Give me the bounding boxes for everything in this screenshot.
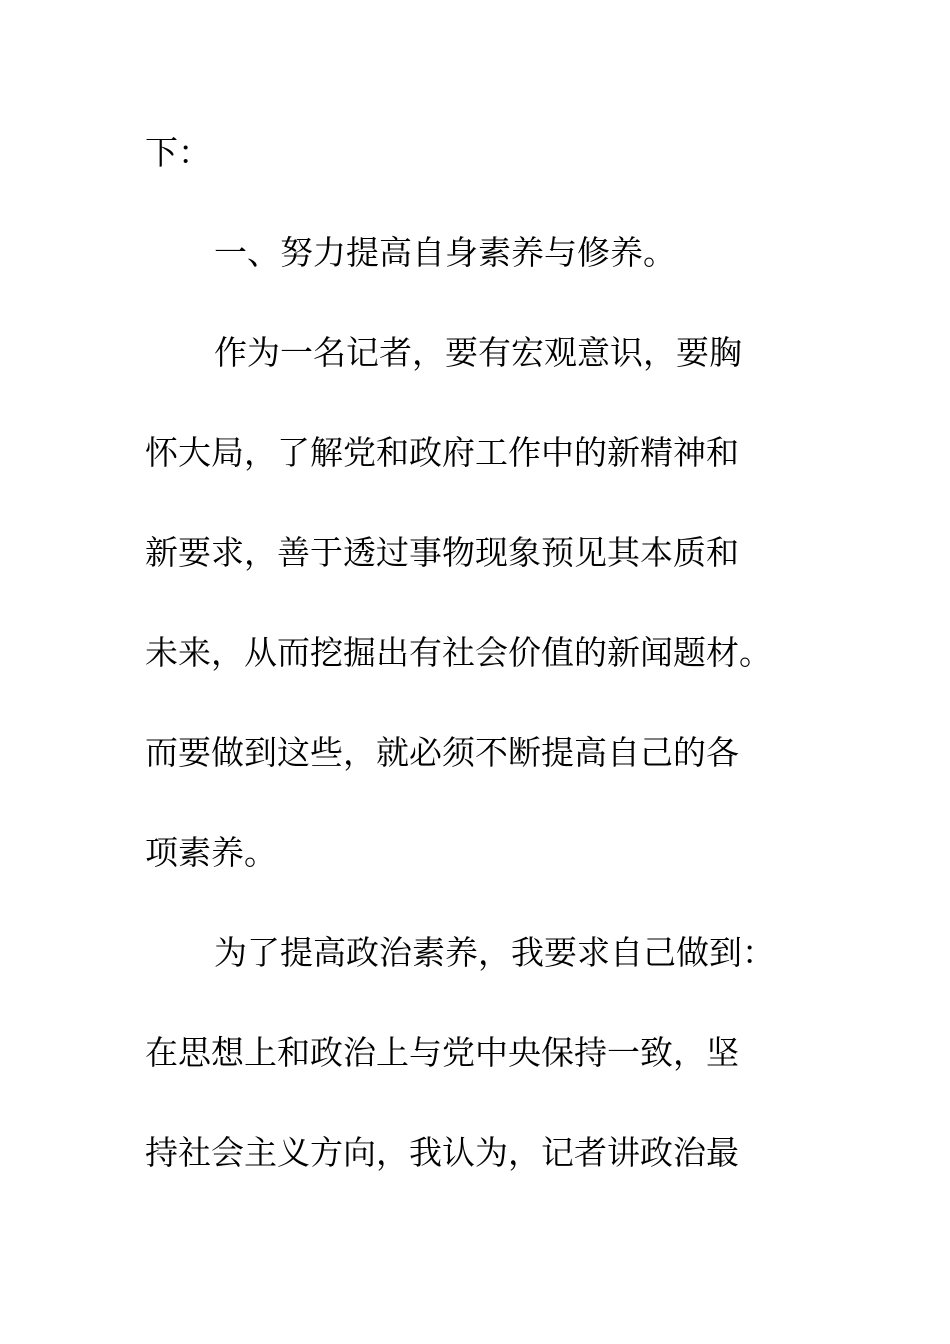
text-line-7: 而要做到这些，就必须不断提高自己的各 [145,733,739,772]
text-line-3: 作为一名记者，要有宏观意识，要胸 [214,333,742,372]
text-line-9: 为了提高政治素养，我要求自己做到： [214,933,775,972]
text-line-4: 怀大局，了解党和政府工作中的新精神和 [145,433,739,472]
text-line-11: 持社会主义方向，我认为，记者讲政治最 [145,1133,739,1172]
text-line-8: 项素养。 [145,833,277,872]
text-line-1: 下： [145,133,211,172]
text-line-5: 新要求，善于透过事物现象预见其本质和 [145,533,739,572]
section-heading: 一、努力提高自身素养与修养。 [214,233,676,272]
text-line-6: 未来，从而挖掘出有社会价值的新闻题材。 [145,633,772,672]
text-line-10: 在思想上和政治上与党中央保持一致，坚 [145,1033,739,1072]
